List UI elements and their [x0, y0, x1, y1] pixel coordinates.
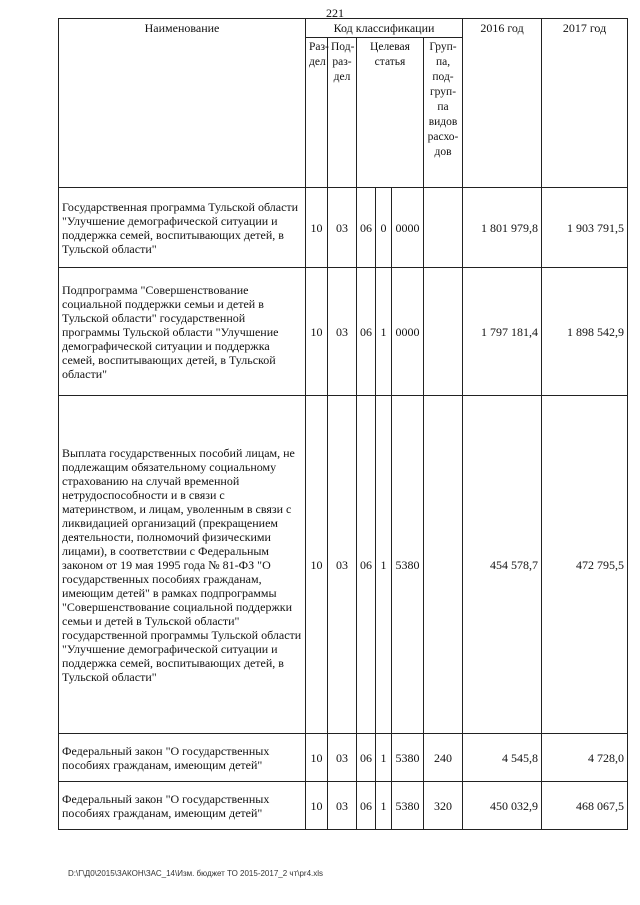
row-group	[424, 188, 463, 268]
row-value-2017: 472 795,5	[542, 396, 628, 734]
header-target: Целевая статья	[357, 38, 424, 188]
row-razdel: 10	[306, 268, 328, 396]
header-name: Наименование	[59, 19, 306, 188]
row-razdel: 10	[306, 188, 328, 268]
row-target-program: 06	[357, 268, 376, 396]
row-razdel: 10	[306, 396, 328, 734]
row-target-subprogram: 0	[376, 188, 392, 268]
row-razdel: 10	[306, 734, 328, 782]
row-podrazdel: 03	[328, 188, 357, 268]
row-group	[424, 268, 463, 396]
row-target-subprogram: 1	[376, 782, 392, 830]
row-value-2017: 4 728,0	[542, 734, 628, 782]
row-value-2016: 450 032,9	[463, 782, 542, 830]
row-value-2017: 468 067,5	[542, 782, 628, 830]
budget-table	[58, 18, 628, 830]
row-target-program: 06	[357, 734, 376, 782]
page-number: 221	[326, 6, 344, 20]
row-target-program: 06	[357, 782, 376, 830]
row-group: 320	[424, 782, 463, 830]
row-group	[424, 396, 463, 734]
row-name: Федеральный закон "О государственных пособиях гражданам, имеющим детей"	[59, 782, 306, 830]
header-podrazdel: Под-раз-дел	[328, 38, 357, 188]
row-podrazdel: 03	[328, 734, 357, 782]
row-value-2016: 4 545,8	[463, 734, 542, 782]
row-podrazdel: 03	[328, 396, 357, 734]
table-row	[59, 734, 628, 782]
row-target-subprogram: 1	[376, 396, 392, 734]
header-2016: 2016 год	[463, 19, 542, 188]
header-code: Код классификации	[306, 19, 463, 38]
header-2017: 2017 год	[542, 19, 628, 188]
table-row	[59, 268, 628, 396]
row-value-2017: 1 903 791,5	[542, 188, 628, 268]
header-razdel: Раз-дел	[306, 38, 328, 188]
row-name: Выплата государственных пособий лицам, не подлежащим обязательному социальному страхованию на случай временной нетрудоспособности и в связи с материнством, и лицам, уволенным в связи с ликвидацией организаций (прекращением деятельности, полномочий физическими лицами), в соответствии с Федеральным законом от 19 мая 1995 года № 81-ФЗ "О государственных пособиях гражданам, имеющим детей" в рамках подпрограммы "Совершенствование социальной поддержки семьи и детей в Тульской области" государственной программы Тульской области "Улучшение демографической ситуации и поддержка семей, воспитывающих детей, в Тульской области"	[59, 396, 306, 734]
row-target-direction: 0000	[392, 268, 424, 396]
row-value-2016: 454 578,7	[463, 396, 542, 734]
row-value-2016: 1 797 181,4	[463, 268, 542, 396]
row-target-direction: 5380	[392, 782, 424, 830]
header-group: Груп-па, под-груп-па видов расхо-дов	[424, 38, 463, 188]
row-podrazdel: 03	[328, 782, 357, 830]
file-path: D:\Г\Д0\2015\ЗАКОН\ЗАС_14\Изм. бюджет ТО 2015-2017_2 чт\pr4.xls	[68, 869, 324, 878]
row-target-subprogram: 1	[376, 734, 392, 782]
row-target-subprogram: 1	[376, 268, 392, 396]
row-razdel: 10	[306, 782, 328, 830]
row-name: Государственная программа Тульской области "Улучшение демографической ситуации и поддержка семей, воспитывающих детей, в Тульской области"	[59, 188, 306, 268]
row-name: Федеральный закон "О государственных пособиях гражданам, имеющим детей"	[59, 734, 306, 782]
row-name: Подпрограмма "Совершенствование социальной поддержки семьи и детей в Тульской области" государственной программы Тульской области "Улучшение демографической ситуации и поддержка семей, воспитывающих детей, в Тульской области"	[59, 268, 306, 396]
row-target-direction: 5380	[392, 734, 424, 782]
row-value-2016: 1 801 979,8	[463, 188, 542, 268]
row-target-direction: 5380	[392, 396, 424, 734]
row-podrazdel: 03	[328, 268, 357, 396]
row-target-direction: 0000	[392, 188, 424, 268]
table-row	[59, 782, 628, 830]
row-target-program: 06	[357, 188, 376, 268]
row-group: 240	[424, 734, 463, 782]
table-row	[59, 188, 628, 268]
table-row	[59, 396, 628, 734]
row-target-program: 06	[357, 396, 376, 734]
row-value-2017: 1 898 542,9	[542, 268, 628, 396]
